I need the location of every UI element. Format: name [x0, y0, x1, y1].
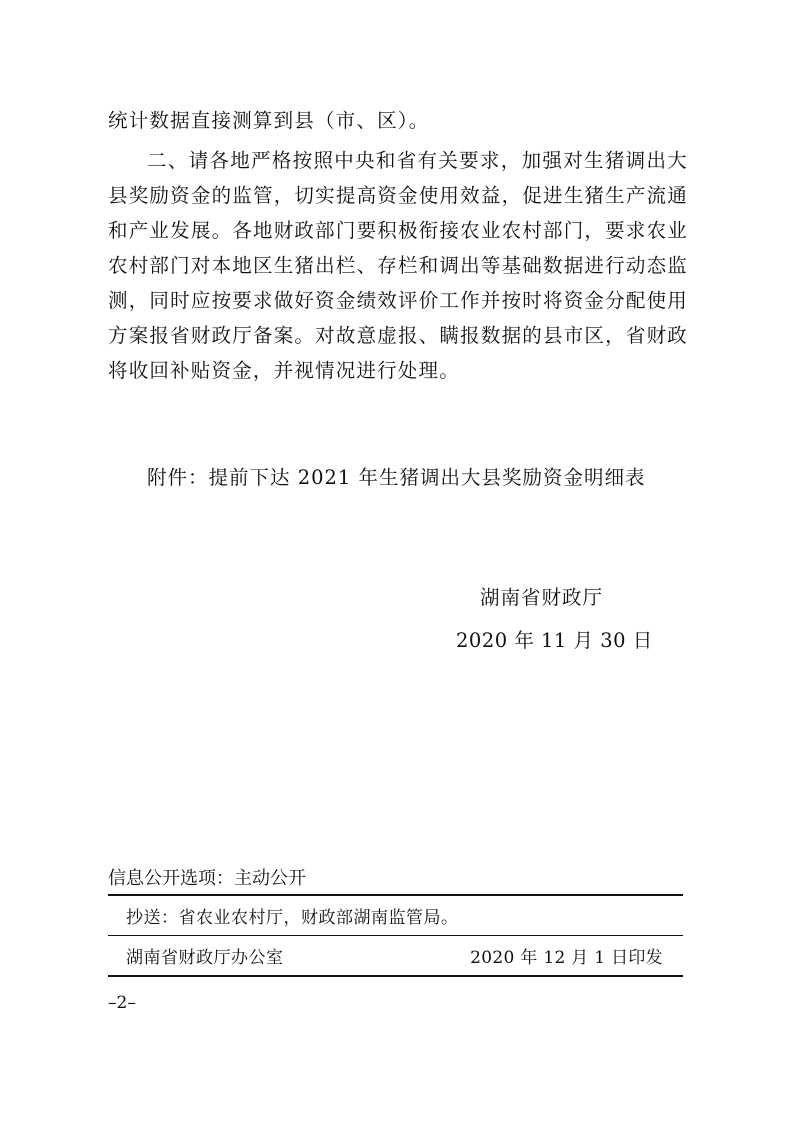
footer-middle-rule	[108, 935, 683, 936]
signature-date: 2020 年 11 月 30 日	[456, 629, 653, 652]
body-paragraph-1: 统计数据直接测算到县（市、区）。	[108, 109, 430, 132]
issuing-office: 湖南省财政厅办公室	[126, 948, 284, 968]
footer-bottom-rule	[108, 975, 683, 977]
issuer-name: 湖南省财政厅	[480, 586, 604, 609]
attachment-line: 附件：提前下达 2021 年生猪调出大县奖励资金明细表	[147, 466, 646, 489]
page-number: –2–	[108, 993, 136, 1013]
body-paragraph-2: 二、请各地严格按照中央和省有关要求，加强对生猪调出大县奖励资金的监管，切实提高资金使用效益，促进生猪生产流通和产业发展。各地财政部门要积极衔接农业农村部门，要求农业农村部门对本地区生猪出栏、存栏和调出等基础数据进行动态监测，同时应按要求做好资金绩效评价工作并按时将资金分配使用方案报省财政厅备案。对故意虚报、瞒报数据的县市区，省财政将收回补贴资金，并视情况进行处理。	[108, 149, 688, 382]
print-date: 2020 年 12 月 1 日印发	[470, 948, 663, 968]
footer-top-rule	[108, 894, 683, 896]
disclosure-option: 信息公开选项：主动公开	[108, 868, 306, 889]
cc-line: 抄送：省农业农村厅，财政部湖南监管局。	[126, 908, 459, 928]
